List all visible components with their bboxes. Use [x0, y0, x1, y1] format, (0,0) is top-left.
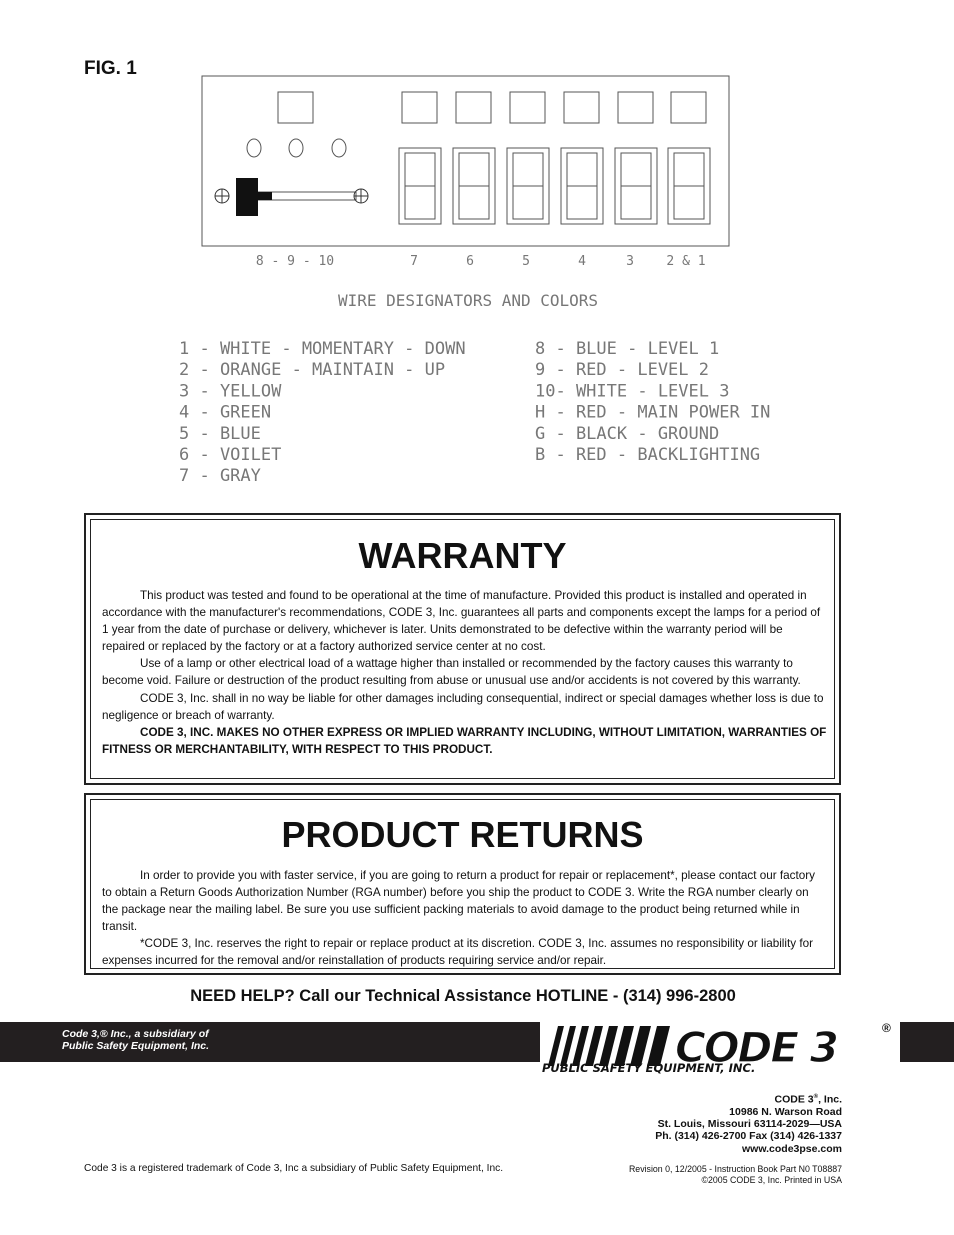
warranty-paragraph: This product was tested and found to be operational at the time of manufacture. Provided this product is installed and operated in accordance with the manufacturer's recommendations, CODE 3, Inc. guarantees all parts and components except the lamps for a period of 1 year from the date of purchase or delivery, whichever is later. Units demonstrated to be defective within the warranty period will be repaired or replaced by the factory or at a factory authorized service center at no cost. — [102, 589, 821, 654]
legend-item: 10- WHITE - LEVEL 3 — [535, 381, 730, 402]
legend-item: 2 - ORANGE - MAINTAIN - UP — [179, 360, 446, 381]
legend-right-column — [535, 339, 770, 465]
lamp-circle — [332, 139, 346, 157]
copyright-line: ©2005 CODE 3, Inc. Printed in USA — [701, 1174, 842, 1185]
legend-item: 3 - YELLOW — [179, 381, 282, 402]
warranty-disclaimer: CODE 3, INC. MAKES NO OTHER EXPRESS OR IMPLIED WARRANTY INCLUDING, WITHOUT LIMITATION, WARRANTIES OF FITNESS OR MERCHANTABILITY, WITH RESPECT TO THIS PRODUCT. — [102, 725, 827, 756]
warranty-paragraph: CODE 3, Inc. shall in no way be liable for other damages including consequential, indirect or special damages whether loss is due to negligence or breach of warranty. — [102, 691, 824, 722]
legend-item: 9 - RED - LEVEL 2 — [535, 360, 709, 381]
returns-box — [84, 793, 841, 975]
logo-registered: ® — [882, 1021, 891, 1035]
company-address — [655, 1091, 842, 1155]
switch-indicator — [510, 92, 545, 123]
logo-inc: INC — [844, 1056, 853, 1062]
returns-paragraph: In order to provide you with faster service, if you are going to return a product for repair or replacement*, please contact our factory to obtain a Return Goods Authorization Number (RGA number) before you ship the product to CODE 3. Write the RGA number clearly on the package near the mailing label. Be sure you use sufficient packing materials to avoid damage to the product being returned while in transit. — [102, 869, 815, 934]
subsidiary-line-2: Public Safety Equipment, Inc. — [62, 1040, 210, 1052]
wire-position-labels — [256, 254, 706, 269]
lamp-circle — [247, 139, 261, 157]
subsidiary-line-1: Code 3,® Inc., a subsidiary of — [62, 1028, 209, 1040]
legend-item: 1 - WHITE - MOMENTARY - DOWN — [179, 339, 466, 359]
legend-title: WIRE DESIGNATORS AND COLORS — [337, 291, 599, 310]
warranty-title: WARRANTY — [358, 535, 567, 576]
legend-item: 6 - VOILET — [179, 445, 282, 465]
trademark-note: Code 3 is a registered trademark of Code 3, Inc a subsidiary of Public Safety Equipment, Inc. — [84, 1163, 504, 1174]
help-hotline: NEED HELP? Call our Technical Assistance HOTLINE - (314) 996-2800 — [190, 987, 736, 1005]
switch-indicator — [564, 92, 599, 123]
panel-indicator-square — [278, 92, 313, 123]
returns-title: PRODUCT RETURNS — [281, 814, 644, 855]
returns-paragraph: *CODE 3, Inc. reserves the right to repair or replace product at its discretion. CODE 3, Inc. assumes no responsibility or liability for expenses incurred for the removal and/or reinstallation of products requiring service and/or repair. — [102, 937, 813, 968]
legend-left-column — [179, 339, 466, 486]
legend-item: B - RED - BACKLIGHTING — [535, 445, 761, 465]
address-city: St. Louis, Missouri 63114-2029—USA — [657, 1118, 842, 1131]
switch-indicator — [618, 92, 653, 123]
legend-item: 4 - GREEN — [179, 402, 272, 423]
wire-position-label: 6 — [466, 254, 474, 269]
wire-position-label: 4 — [578, 254, 586, 269]
wire-position-label: 2 & 1 — [666, 254, 706, 269]
level-slider — [215, 178, 368, 216]
switch-indicator — [456, 92, 491, 123]
address-street: 10986 N. Warson Road — [729, 1105, 842, 1118]
returns-text — [102, 867, 827, 970]
switch-indicator — [671, 92, 706, 123]
wire-position-label: 5 — [522, 254, 530, 269]
warranty-paragraph: Use of a lamp or other electrical load of a wattage higher than installed or recommended by the factory causes this warranty to become void. Failure or destruction of the product resulting from abuse or unusual use and/or accidents is not covered by this warranty. — [102, 657, 801, 688]
legend-item: 7 - GRAY — [179, 466, 261, 487]
legend-item: 8 - BLUE - LEVEL 1 — [535, 339, 720, 359]
legend-item: 5 - BLUE — [179, 423, 261, 444]
code3-logo — [540, 1016, 900, 1078]
wire-position-label: 8 - 9 - 10 — [255, 254, 335, 269]
address-phone: Ph. (314) 426-2700 Fax (314) 426-1337 — [655, 1130, 842, 1143]
switch-group — [399, 92, 710, 224]
legend-item: G - BLACK - GROUND — [535, 423, 720, 444]
wire-position-label: 7 — [410, 254, 418, 269]
revision-line: Revision 0, 12/2005 - Instruction Book Part N0 T08887 — [628, 1164, 842, 1174]
switch-indicator — [402, 92, 437, 123]
logo-wordmark: CODE 3 — [675, 1023, 837, 1072]
revision-info — [629, 1164, 842, 1185]
legend-item: H - RED - MAIN POWER IN — [535, 402, 771, 423]
control-panel-diagram — [0, 0, 954, 500]
warranty-box — [84, 513, 841, 785]
address-web: www.code3pse.com — [742, 1142, 842, 1155]
warranty-text — [102, 587, 827, 758]
panel-outline — [202, 76, 729, 246]
logo-tagline: PUBLIC SAFETY EQUIPMENT, INC. — [542, 1061, 756, 1075]
figure-label: FIG. 1 — [84, 58, 137, 79]
address-company: CODE 3®, Inc. — [774, 1093, 842, 1106]
subsidiary-note — [62, 1028, 209, 1052]
lamp-circle — [289, 139, 303, 157]
wire-position-label: 3 — [626, 254, 634, 269]
